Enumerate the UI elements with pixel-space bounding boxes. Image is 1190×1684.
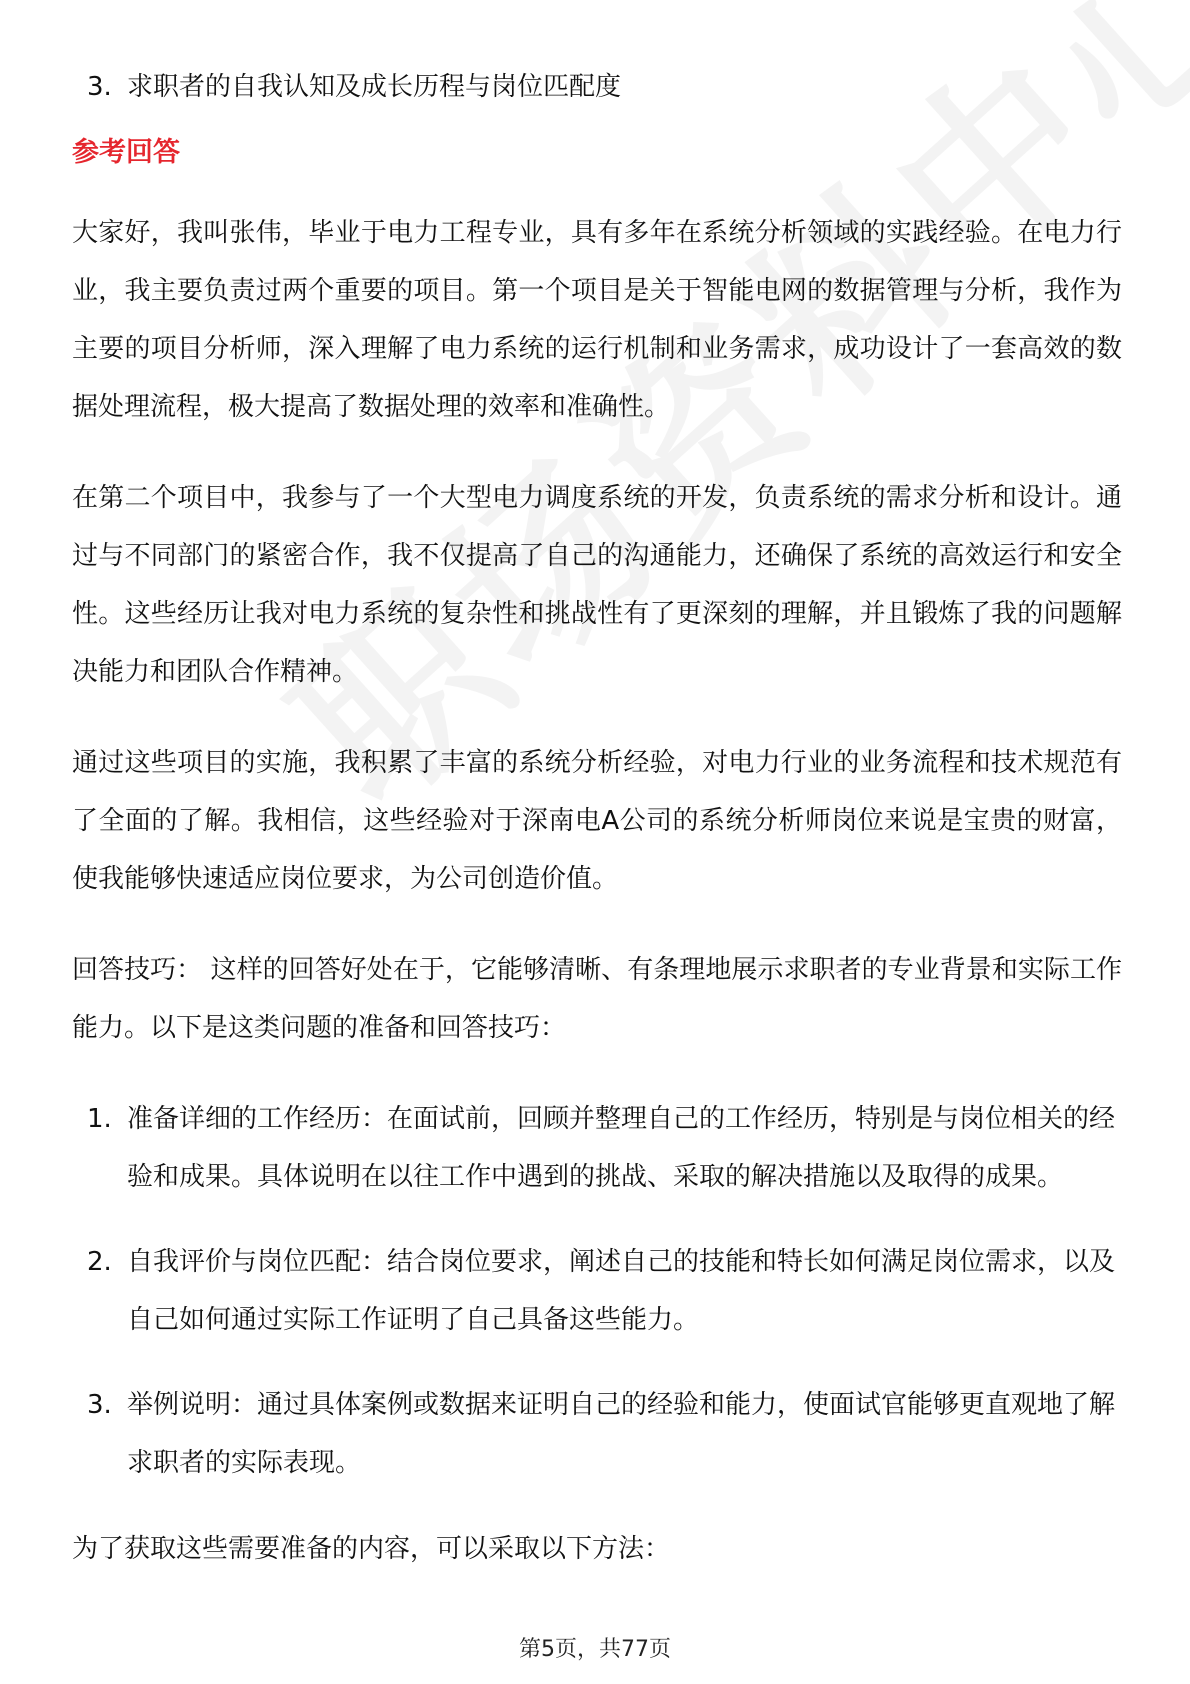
- answer-paragraph-3: 通过这些项目的实施，我积累了丰富的系统分析经验，对电力行业的业务流程和技术规范有了全面的了解。我相信，这些经验对于深南电A公司的系统分析师岗位来说是宝贵的财富，使我能够快速适应岗位要求，为公司创造价值。: [72, 748, 1122, 894]
- tip-text: 举例说明：通过具体案例或数据来证明自己的经验和能力，使面试官能够更直观地了解求职者的实际表现。: [127, 1390, 1116, 1478]
- tips-list: [72, 1090, 1122, 1492]
- tip-number: 1.: [87, 1104, 112, 1134]
- tip-item: [72, 1090, 1122, 1206]
- closing-paragraph: 为了获取这些需要准备的内容，可以采取以下方法：: [72, 1534, 671, 1564]
- tip-text: 准备详细的工作经历：在面试前，回顾并整理自己的工作经历，特别是与岗位相关的经验和成果。具体说明在以往工作中遇到的挑战、采取的解决措施以及取得的成果。: [127, 1104, 1116, 1192]
- answer-paragraph-1: 大家好，我叫张伟，毕业于电力工程专业，具有多年在系统分析领域的实践经验。在电力行业，我主要负责过两个重要的项目。第一个项目是关于智能电网的数据管理与分析，我作为主要的项目分析师，深入理解了电力系统的运行机制和业务需求，成功设计了一套高效的数据处理流程，极大提高了数据处理的效率和准确性。: [72, 218, 1122, 422]
- tip-item: [72, 1376, 1122, 1492]
- section-heading: 参考回答: [72, 137, 180, 168]
- tip-item: [72, 1233, 1122, 1349]
- tips-intro-paragraph: 回答技巧： 这样的回答好处在于，它能够清晰、有条理地展示求职者的专业背景和实际工作能力。以下是这类问题的准备和回答技巧：: [72, 955, 1122, 1043]
- page-content: [72, 58, 1122, 1611]
- item-text: 求职者的自我认知及成长历程与岗位匹配度: [127, 72, 622, 102]
- page-footer: 第5页，共77页: [519, 1637, 671, 1662]
- tip-number: 3.: [87, 1390, 112, 1420]
- numbered-item: [72, 58, 1122, 116]
- answer-paragraph-2: 在第二个项目中，我参与了一个大型电力调度系统的开发，负责系统的需求分析和设计。通过与不同部门的紧密合作，我不仅提高了自己的沟通能力，还确保了系统的高效运行和安全性。这些经历让我对电力系统的复杂性和挑战性有了更深刻的理解，并且锻炼了我的问题解决能力和团队合作精神。: [72, 483, 1122, 687]
- tip-number: 2.: [87, 1247, 112, 1277]
- item-number: 3.: [87, 72, 112, 102]
- tip-text: 自我评价与岗位匹配：结合岗位要求，阐述自己的技能和特长如何满足岗位需求，以及自己如何通过实际工作证明了自己具备这些能力。: [127, 1247, 1116, 1335]
